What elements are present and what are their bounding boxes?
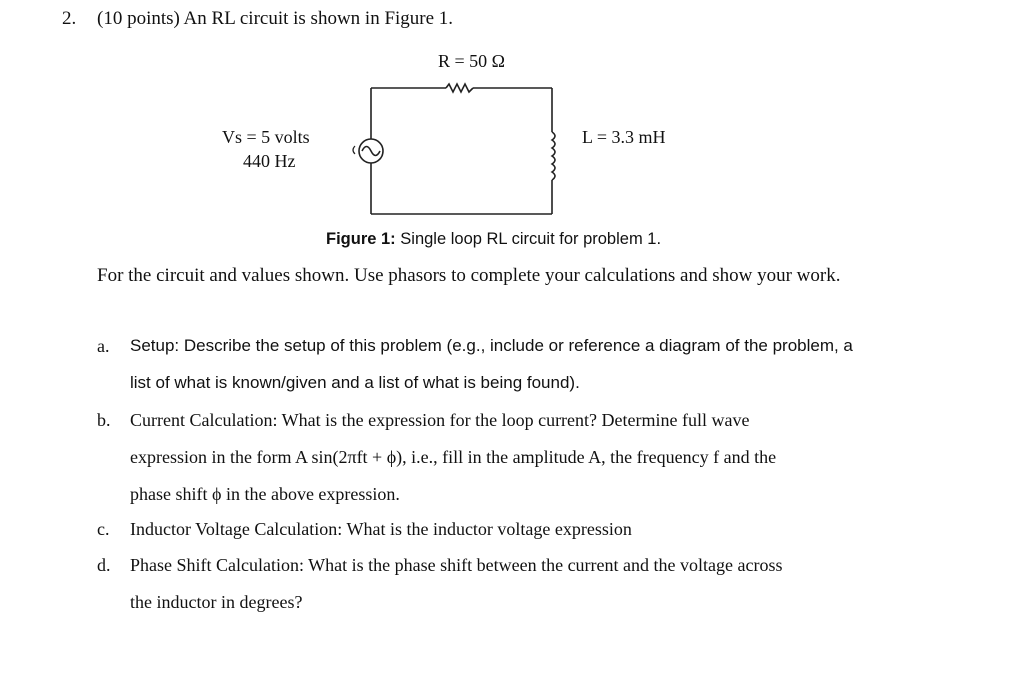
source-voltage-label: Vs = 5 volts xyxy=(222,127,310,147)
item-b-letter: b. xyxy=(97,410,111,430)
figure-caption-label: Figure 1: xyxy=(326,230,396,248)
problem-intro: For the circuit and values shown. Use phasors to complete your calculations and show your work. xyxy=(97,265,841,286)
rl-circuit-diagram xyxy=(340,80,570,222)
figure-caption xyxy=(326,230,661,249)
resistor-symbol xyxy=(446,84,473,92)
question-title: (10 points) An RL circuit is shown in Figure 1. xyxy=(97,8,454,29)
source-frequency-label: 440 Hz xyxy=(243,151,296,171)
resistor-label: R = 50 Ω xyxy=(438,51,506,71)
question-number: 2. xyxy=(62,8,77,29)
item-a-letter: a. xyxy=(97,336,110,356)
item-d-line-2: the inductor in degrees? xyxy=(130,592,303,612)
item-c-letter: c. xyxy=(97,519,110,539)
item-d-letter: d. xyxy=(97,555,111,575)
item-b-line-1: Current Calculation: What is the expression for the loop current? Determine full wave xyxy=(130,410,750,430)
figure-caption-text: Single loop RL circuit for problem 1. xyxy=(395,230,662,248)
inductor-label: L = 3.3 mH xyxy=(582,127,666,147)
item-c-line-1: Inductor Voltage Calculation: What is the inductor voltage expression xyxy=(130,519,632,539)
item-b-line-3: phase shift ϕ in the above expression. xyxy=(130,484,400,504)
item-b-line-2: expression in the form A sin(2πft + ϕ), i.e., fill in the amplitude A, the frequency f and the xyxy=(130,447,777,467)
item-a-line-2: list of what is known/given and a list of what is being found). xyxy=(130,373,580,392)
inductor-symbol xyxy=(552,132,555,180)
item-a-line-1: Setup: Describe the setup of this problem (e.g., include or reference a diagram of the problem, a xyxy=(130,336,853,355)
item-d-line-1: Phase Shift Calculation: What is the phase shift between the current and the voltage across xyxy=(130,555,783,575)
source-marker-icon xyxy=(353,146,355,154)
ac-source-sine xyxy=(362,147,380,156)
